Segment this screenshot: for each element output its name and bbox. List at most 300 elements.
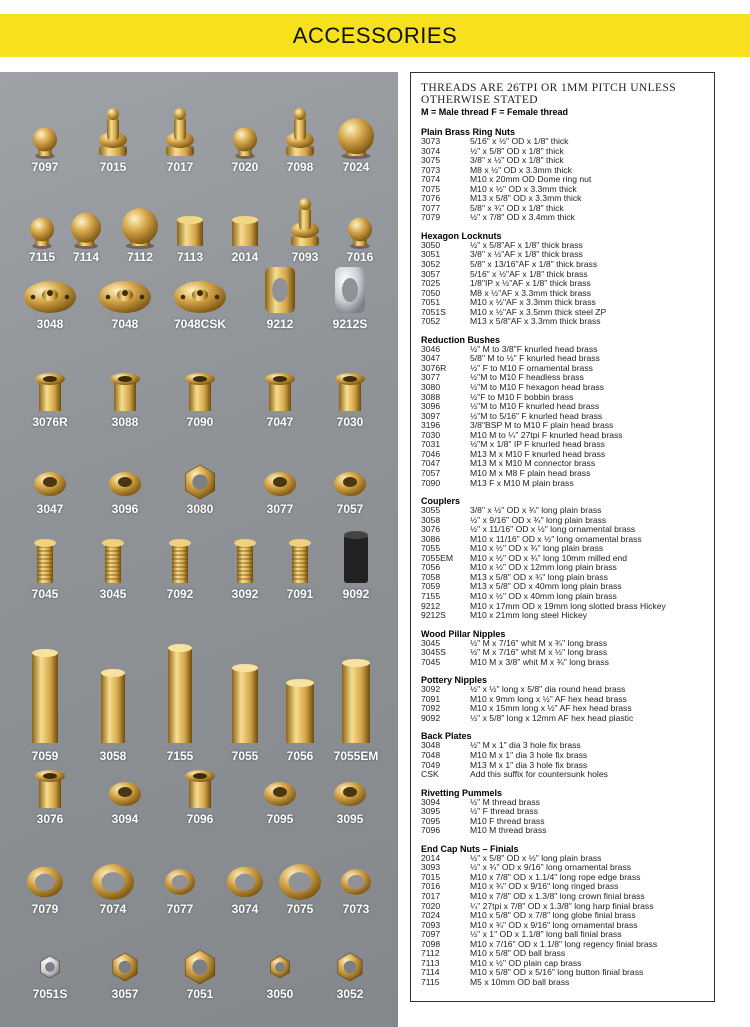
spec-row (421, 250, 706, 260)
spec-row (421, 317, 706, 327)
ring-part-icon (20, 442, 80, 502)
part-code: 3092 (421, 684, 441, 695)
product-item (15, 617, 75, 763)
plastic-part-icon (326, 527, 386, 587)
part-description: ½" M to 3/8"F knurled head brass (470, 344, 598, 354)
product-item (15, 842, 75, 914)
spec-row (421, 516, 706, 526)
product-item (320, 752, 380, 824)
washer-part-icon (326, 842, 386, 902)
spec-row (421, 213, 706, 223)
spec-row (421, 911, 706, 921)
product-item (95, 752, 155, 824)
spec-row (421, 704, 706, 714)
part-description: M13 x 5/8" OD x 3.3mm thick (470, 194, 582, 204)
spec-row (421, 817, 706, 827)
product-item (20, 355, 80, 427)
spec-row (421, 194, 706, 204)
part-description: 5/8" x ¾" OD x 1/8" thick (470, 203, 564, 213)
product-item (330, 190, 390, 262)
nipple-part-icon (270, 527, 330, 587)
part-description: 3/8" x ½" OD x 1/8" thick (470, 156, 564, 166)
product-code: 7015 (99, 160, 127, 174)
product-code: 7096 (186, 812, 214, 826)
part-code: 3088 (421, 391, 441, 402)
part-description: M10 M x M8 F plain head brass (470, 468, 591, 478)
spec-row (421, 940, 706, 950)
ring-part-icon (95, 752, 155, 812)
spec-row (421, 166, 706, 176)
hexnut-part-icon (170, 442, 230, 502)
product-code: 7055 (231, 749, 259, 763)
product-item (250, 927, 310, 999)
finial-part-icon (270, 100, 330, 160)
spec-row (421, 873, 706, 883)
ball-part-icon (15, 100, 75, 160)
part-description: 5/8" x 13/16"AF x 1/8" thick brass (470, 260, 598, 270)
spec-row (421, 393, 706, 403)
spec-row (421, 639, 706, 649)
product-code: 7093 (291, 250, 319, 264)
part-code: 3050 (421, 239, 441, 250)
part-code: 7096 (421, 825, 441, 836)
part-code: 7017 (421, 891, 441, 901)
spec-row (421, 685, 706, 695)
part-code: 7051S (421, 306, 446, 317)
section-title: Couplers (421, 496, 461, 507)
ring-part-icon (250, 442, 310, 502)
product-code: 3058 (99, 749, 127, 763)
product-item (83, 842, 143, 914)
part-description: ¼" 27tpi x 7/8" OD x 1.3/8" long harp finial brass (470, 901, 654, 911)
part-description: M10 x ½"AF x 3.5mm thick steel ZP (470, 307, 607, 317)
spec-row (421, 308, 706, 318)
product-code: 3045 (99, 587, 127, 601)
spec-row (421, 882, 706, 892)
product-code: 9092 (342, 587, 370, 601)
part-description: 3/8" x ½" OD x ¾" long plain brass (470, 506, 602, 516)
spec-row (421, 807, 706, 817)
part-description: M8 x ½"AF x 3.3mm thick brass (470, 288, 592, 298)
part-description: M13 x 5/8" OD x 40mm long plain brass (470, 582, 622, 592)
section-title: Wood Pillar Nipples (421, 628, 506, 639)
part-code: 7058 (421, 571, 441, 582)
bush-part-icon (170, 355, 230, 415)
spec-row (421, 450, 706, 460)
part-code: 7024 (421, 910, 441, 921)
hexnut-steel-part-icon (20, 927, 80, 987)
part-description: M10 M x 3/8" whit M x ¾" long brass (470, 657, 609, 667)
ball-part-icon (56, 190, 116, 250)
part-code: 7114 (421, 967, 440, 978)
bush-part-icon (20, 752, 80, 812)
washer-part-icon (15, 842, 75, 902)
product-code: 7097 (31, 160, 59, 174)
product-item (95, 355, 155, 427)
part-code: 3046 (421, 343, 441, 354)
part-code: 9092 (421, 712, 441, 723)
product-code: 7057 (336, 502, 364, 516)
product-item (170, 355, 230, 427)
thread-note: THREADS ARE 26TPI OR 1MM PITCH UNLESS OTHERWISE STATED (421, 82, 677, 106)
spec-row (421, 741, 706, 751)
product-code: 9212 (266, 317, 294, 331)
spec-row (421, 525, 706, 535)
spec-section (421, 675, 706, 723)
product-code: 7090 (186, 415, 214, 429)
part-description: ½" F to M10 F ornamental brass (470, 363, 593, 373)
part-description: M5 x 10mm OD ball brass (470, 977, 570, 987)
bush-part-icon (20, 355, 80, 415)
ball-part-icon (215, 100, 275, 160)
product-item (15, 527, 75, 599)
part-description: M10 x 20mm OD Dome ring nut (470, 175, 592, 185)
product-code: 7051 (186, 987, 214, 1001)
part-code: 7076 (421, 193, 441, 204)
part-code: 7057 (421, 467, 441, 478)
spec-row (421, 506, 706, 516)
product-item (83, 100, 143, 172)
part-code: 7115 (421, 976, 440, 987)
cylinder-part-icon (160, 190, 220, 250)
product-code: 9212S (332, 317, 368, 331)
product-code: 3047 (36, 502, 64, 516)
part-code: 7079 (421, 212, 441, 223)
section-title: End Cap Nuts – Finials (421, 843, 519, 854)
product-code: 7114 (72, 250, 100, 264)
part-description: ½" x 7/8" OD x 3.4mm thick (470, 213, 575, 223)
hexnut-part-icon (95, 927, 155, 987)
product-code: 7115 (28, 250, 56, 264)
spec-row (421, 582, 706, 592)
part-description: ½"M x 1/8" IP F knurled head brass (470, 440, 605, 450)
product-item (320, 927, 380, 999)
part-description: M10 x ½" OD x 40mm long plain brass (470, 591, 617, 601)
ring-part-icon (320, 752, 380, 812)
part-code: 7075 (421, 183, 441, 194)
spec-row (421, 854, 706, 864)
spec-row (421, 714, 706, 724)
part-description: M13 x 5/8" OD x ¾" long plain brass (470, 572, 608, 582)
product-item (83, 527, 143, 599)
thread-legend: M = Male thread F = Female thread (421, 107, 569, 117)
part-description: ½" F thread brass (470, 807, 539, 817)
part-code: 3094 (421, 796, 441, 807)
bush-part-icon (250, 355, 310, 415)
spec-row (421, 260, 706, 270)
part-code: 7046 (421, 448, 441, 459)
spec-row (421, 968, 706, 978)
part-code: 3097 (421, 410, 441, 421)
product-item (150, 527, 210, 599)
part-description: M10 x ½" OD x 12mm long plain brass (470, 563, 617, 573)
product-code: 7051S (32, 987, 68, 1001)
product-item (170, 752, 230, 824)
page-title: ACCESSORIES (292, 22, 458, 48)
product-code: 7074 (99, 902, 127, 916)
product-code: 3088 (111, 415, 139, 429)
product-item (326, 842, 386, 914)
spec-row (421, 270, 706, 280)
product-item (215, 617, 275, 763)
part-code: 7073 (421, 164, 441, 175)
product-code: 7024 (342, 160, 370, 174)
part-code: 7048 (421, 749, 441, 760)
spec-row (421, 658, 706, 668)
product-code: 7055EM (333, 749, 379, 763)
part-description: ½" x 5/8" OD x 1/8" thick (470, 146, 564, 156)
product-item (150, 617, 210, 763)
spec-row (421, 573, 706, 583)
spec-row (421, 421, 706, 431)
part-code: 3080 (421, 382, 441, 393)
part-description: 3/8" x ½"AF x 1/8" thick brass (470, 250, 583, 260)
spec-row (421, 770, 706, 780)
spec-section (421, 335, 706, 488)
product-item (20, 257, 80, 329)
page-header (0, 14, 750, 57)
spec-row (421, 175, 706, 185)
part-code: 7031 (421, 439, 441, 450)
part-description: M10 x ½"AF x 3.3mm thick brass (470, 298, 596, 308)
part-code: 7052 (421, 316, 441, 327)
product-item (170, 927, 230, 999)
spec-row (421, 289, 706, 299)
spec-section (421, 629, 706, 668)
product-code: 3095 (336, 812, 364, 826)
plate-part-icon (95, 257, 155, 317)
section-title: Hexagon Locknuts (421, 230, 502, 241)
product-code: 7098 (286, 160, 314, 174)
part-code: 3095 (421, 806, 441, 817)
part-code: 7113 (421, 957, 440, 968)
part-code: 7112 (421, 948, 440, 959)
part-description: Add this suffix for countersunk holes (470, 770, 608, 780)
spec-row (421, 204, 706, 214)
spec-row (421, 949, 706, 959)
part-description: M10 x 5/8" OD x 5/16" long button finial brass (470, 968, 644, 978)
part-code: 3073 (421, 136, 441, 146)
part-description: 1/8"IP x ½"AF x 1/8" thick brass (470, 279, 591, 289)
product-code: 3076 (36, 812, 64, 826)
tube-part-icon (15, 617, 75, 757)
part-code: 7055 (421, 543, 441, 554)
part-code: 7025 (421, 278, 441, 289)
product-code: 7047 (266, 415, 294, 429)
spec-row (421, 902, 706, 912)
hexnut-part-icon (320, 927, 380, 987)
spec-row (421, 921, 706, 931)
product-code: 7017 (166, 160, 194, 174)
section-title: Pottery Nipples (421, 675, 488, 686)
part-description: ½" x 5/8" long x 12mm AF hex head plastic (470, 713, 634, 723)
part-code: 3051 (421, 249, 441, 260)
spec-section (421, 127, 706, 223)
product-code: 7048 (111, 317, 139, 331)
part-code: 7030 (421, 429, 441, 440)
part-code: 3052 (421, 259, 441, 270)
hickey-steel-part-icon (320, 257, 380, 317)
spec-row (421, 798, 706, 808)
hexnut-part-icon (170, 927, 230, 987)
part-description: M10 x 5/8" OD x 7/8" long globe finial brass (470, 911, 636, 921)
ring-part-icon (320, 442, 380, 502)
part-description: ½"M to M10 F headless brass (470, 373, 584, 383)
spec-row (421, 479, 706, 489)
spec-row (421, 469, 706, 479)
product-item (150, 842, 210, 914)
bush-part-icon (170, 752, 230, 812)
part-description: M10 x 5/8" OD ball brass (470, 949, 566, 959)
product-code: 3077 (266, 502, 294, 516)
plate-part-icon (170, 257, 230, 317)
spec-sections (421, 127, 706, 987)
product-code: 7155 (166, 749, 194, 763)
spec-row (421, 930, 706, 940)
spec-row (421, 241, 706, 251)
part-code: 3047 (421, 353, 441, 364)
product-item (250, 752, 310, 824)
part-code: 2014 (421, 852, 441, 863)
part-code: 9212S (421, 610, 446, 621)
product-item (320, 442, 380, 514)
part-description: M10 x ½" OD x ¾" long 10mm milled end (470, 553, 628, 563)
part-code: 7074 (421, 174, 441, 185)
part-description: M13 M x M10 M connector brass (470, 459, 596, 469)
part-code: 3058 (421, 514, 441, 525)
spec-row (421, 563, 706, 573)
part-code: 7055EM (421, 552, 454, 563)
part-description: M10 M x 1" dia 3 hole fix brass (470, 750, 588, 760)
product-code: 3074 (231, 902, 259, 916)
part-code: 3045S (421, 647, 446, 658)
spec-row (421, 383, 706, 393)
product-code: 2014 (231, 250, 259, 264)
part-code: 3048 (421, 740, 441, 751)
product-code: 7048CSK (173, 317, 227, 331)
spec-row (421, 137, 706, 147)
product-code: 3080 (186, 502, 214, 516)
nipple-part-icon (215, 527, 275, 587)
part-code: 7097 (421, 929, 441, 940)
ball-part-icon (326, 100, 386, 160)
spec-row (421, 602, 706, 612)
spec-row (421, 761, 706, 771)
spec-row (421, 826, 706, 836)
part-code: 7020 (421, 900, 441, 911)
tube-part-icon (83, 617, 143, 757)
part-description: M13 F x M10 M plain brass (470, 478, 574, 488)
part-code: 7092 (421, 703, 441, 714)
part-description: M10 M to ¼" 27tpi F knurled head brass (470, 430, 623, 440)
product-item (250, 355, 310, 427)
ring-part-icon (250, 752, 310, 812)
spec-row (421, 863, 706, 873)
hexnut-part-icon (250, 927, 310, 987)
washer-part-icon (270, 842, 330, 902)
part-code: 7077 (421, 202, 441, 213)
product-code: 7016 (346, 250, 374, 264)
spec-row (421, 648, 706, 658)
part-code: 3076 (421, 524, 441, 535)
part-code: 7049 (421, 759, 441, 770)
product-item (20, 442, 80, 514)
part-description: M10 x ¾" OD x 9/16" long ornamental brass (470, 920, 638, 930)
part-description: ½" x 1" OD x 1.1/8" long ball finial brass (470, 930, 622, 940)
spec-row (421, 431, 706, 441)
product-item (320, 257, 380, 329)
ring-part-icon (95, 442, 155, 502)
part-code: 3076R (421, 362, 447, 373)
part-code: 3045 (421, 637, 441, 648)
product-item (15, 100, 75, 172)
product-code: 7020 (231, 160, 259, 174)
spec-row (421, 345, 706, 355)
part-code: 3074 (421, 145, 441, 156)
plate-part-icon (20, 257, 80, 317)
product-item (326, 527, 386, 599)
part-description: M10 x 7/8" OD x 1.3/8" long crown finial brass (470, 892, 645, 901)
bush-part-icon (95, 355, 155, 415)
product-code: 3092 (231, 587, 259, 601)
product-code: 7079 (31, 902, 59, 916)
part-code: 3077 (421, 372, 441, 383)
part-code: 7155 (421, 590, 441, 601)
part-code: 7015 (421, 871, 441, 882)
part-description: ½"M to 5/16" F knurled head brass (470, 411, 603, 421)
product-code: 3050 (266, 987, 294, 1001)
spec-row (421, 544, 706, 554)
product-code: 3076R (32, 415, 68, 429)
spec-row (421, 459, 706, 469)
product-item (95, 442, 155, 514)
part-code: 7095 (421, 815, 441, 826)
part-code: 7047 (421, 458, 441, 469)
part-description: M13 x 5/8"AF x 3.3mm thick brass (470, 317, 601, 327)
part-code: 3075 (421, 155, 441, 166)
part-description: M10 x 11/16" OD x ½" long ornamental brass (470, 534, 642, 544)
part-code: 7098 (421, 938, 441, 949)
part-description: M10 x ½" OD x ¾" long plain brass (470, 544, 604, 554)
part-description: ½" M x 7/16" whit M x ½" long brass (470, 648, 608, 658)
part-code: 9212 (421, 600, 441, 611)
spec-row (421, 298, 706, 308)
part-code: 3055 (421, 505, 441, 516)
part-description: ½" M x 7/16" whit M x ¾" long brass (470, 638, 608, 648)
part-code: 7093 (421, 919, 441, 930)
part-description: ½"M to M10 F knurled head brass (470, 402, 600, 412)
product-code: 7091 (286, 587, 314, 601)
product-photo (0, 72, 398, 1027)
bush-part-icon (320, 355, 380, 415)
part-code: CSK (421, 769, 439, 780)
spec-row (421, 751, 706, 761)
part-description: M13 M x 1" dia 3 hole fix brass (470, 760, 588, 770)
product-code: 7092 (166, 587, 194, 601)
spec-row (421, 695, 706, 705)
spec-row (421, 535, 706, 545)
spec-row (421, 592, 706, 602)
finial-part-icon (83, 100, 143, 160)
spec-section (421, 731, 706, 779)
part-description: M10 x ½" OD plain cap brass (470, 958, 582, 968)
tube-part-icon (215, 617, 275, 757)
part-code: 3196 (421, 420, 441, 431)
product-item (20, 927, 80, 999)
section-title: Back Plates (421, 731, 472, 742)
product-item (320, 355, 380, 427)
product-code: 3057 (111, 987, 139, 1001)
